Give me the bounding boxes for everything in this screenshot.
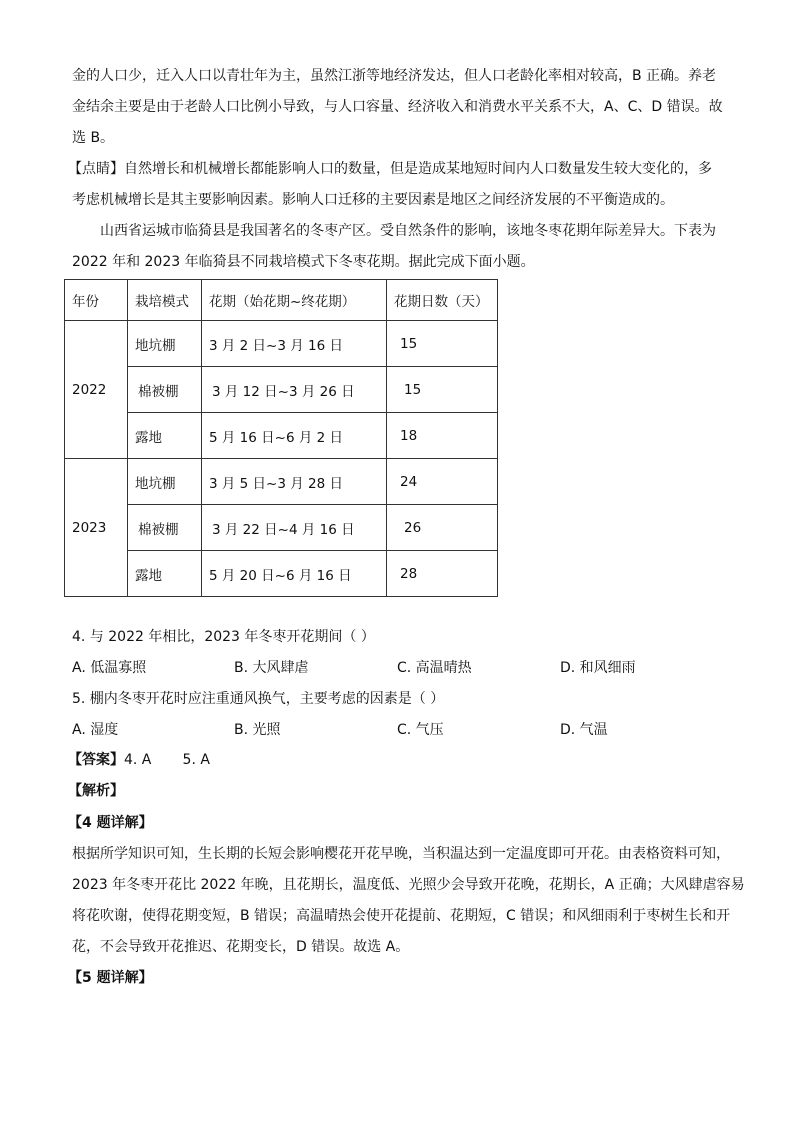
question-5-stem: 5. 棚内冬枣开花时应注重通风换气，主要考虑的因素是（ ） <box>72 691 445 707</box>
question-5-option-b: B. 光照 <box>234 722 281 738</box>
header-days: 花期日数（天） <box>387 280 498 321</box>
answer-text: 4. A 5. A <box>124 752 210 768</box>
table-row <box>65 551 498 597</box>
question-5-option-c: C. 气压 <box>397 722 444 738</box>
intro-line-3: 选 B。 <box>72 130 115 146</box>
days-cell: 15 <box>387 367 498 413</box>
period-cell: 3 月 2 日~3 月 16 日 <box>202 321 387 367</box>
detail-4-line-3: 将花吹谢，使得花期变短，B 错误；高温晴热会使开花提前、花期短，C 错误；和风细雨利于枣树生长和开 <box>72 908 731 924</box>
table-row <box>65 505 498 551</box>
header-year: 年份 <box>65 280 128 321</box>
detail-4-line-1: 根据所学知识可知，生长期的长短会影响樱花开花早晚，当积温达到一定温度即可开花。由表格资料可知， <box>72 846 730 862</box>
question-5-option-d: D. 气温 <box>560 722 608 738</box>
question-4-option-a: A. 低温寡照 <box>72 660 147 676</box>
table-row <box>65 367 498 413</box>
point-text: 自然增长和机械增长都能影响人口的数量，但是造成某地短时间内人口数量发生较大变化的，多 <box>124 161 712 177</box>
mode-cell: 棉被棚 <box>128 367 202 413</box>
period-cell: 3 月 22 日~4 月 16 日 <box>202 505 387 551</box>
mode-cell: 露地 <box>128 551 202 597</box>
header-mode: 栽培模式 <box>128 280 202 321</box>
point-paragraph <box>68 159 712 179</box>
mode-cell: 露地 <box>128 413 202 459</box>
period-cell: 5 月 20 日~6 月 16 日 <box>202 551 387 597</box>
intro-line-2: 金结余主要是由于老龄人口比例小导致，与人口容量、经济收入和消费水平关系不大，A、C、D 错误。故 <box>72 99 723 115</box>
bloom-table <box>64 279 498 597</box>
mode-cell: 地坑棚 <box>128 321 202 367</box>
period-cell: 5 月 16 日~6 月 2 日 <box>202 413 387 459</box>
material-line-1: 山西省运城市临猗县是我国著名的冬枣产区。受自然条件的影响，该地冬枣花期年际差异大。下表为 <box>100 223 716 239</box>
table-header-row <box>65 280 498 321</box>
question-5-option-a: A. 湿度 <box>72 722 119 738</box>
year-cell: 2022 <box>65 321 128 459</box>
question-4-option-b: B. 大风肆虐 <box>234 660 309 676</box>
point-label: 【点睛】 <box>68 161 124 177</box>
days-cell: 26 <box>387 505 498 551</box>
material-line-2: 2022 年和 2023 年临猗县不同栽培模式下冬枣花期。据此完成下面小题。 <box>72 254 535 270</box>
table-row <box>65 413 498 459</box>
days-cell: 18 <box>387 413 498 459</box>
detail-4-label: 【4 题详解】 <box>68 815 153 831</box>
detail-4-line-4: 花，不会导致开花推迟、花期变长，D 错误。故选 A。 <box>72 939 410 955</box>
table-row <box>65 321 498 367</box>
question-4-option-c: C. 高温晴热 <box>397 660 472 676</box>
mode-cell: 棉被棚 <box>128 505 202 551</box>
answer-line <box>68 750 210 770</box>
year-cell: 2023 <box>65 459 128 597</box>
detail-5-label: 【5 题详解】 <box>68 970 153 986</box>
intro-line-1: 金的人口少，迁入人口以青壮年为主，虽然江浙等地经济发达，但人口老龄化率相对较高，B 正确。养老 <box>72 68 717 84</box>
days-cell: 15 <box>387 321 498 367</box>
period-cell: 3 月 12 日~3 月 26 日 <box>202 367 387 413</box>
question-4-option-d: D. 和风细雨 <box>560 660 636 676</box>
days-cell: 28 <box>387 551 498 597</box>
question-4-stem: 4. 与 2022 年相比，2023 年冬枣开花期间（ ） <box>72 629 375 645</box>
header-period: 花期（始花期~终花期） <box>202 280 387 321</box>
analysis-label: 【解析】 <box>68 783 124 799</box>
answer-label: 【答案】 <box>68 752 124 768</box>
point-line-2: 考虑机械增长是其主要影响因素。影响人口迁移的主要因素是地区之间经济发展的不平衡造成的。 <box>72 192 674 208</box>
mode-cell: 地坑棚 <box>128 459 202 505</box>
period-cell: 3 月 5 日~3 月 28 日 <box>202 459 387 505</box>
detail-4-line-2: 2023 年冬枣开花比 2022 年晚，且花期长，温度低、光照少会导致开花晚，花期长，A 正确；大风肆虐容易 <box>72 877 745 893</box>
days-cell: 24 <box>387 459 498 505</box>
table-row <box>65 459 498 505</box>
